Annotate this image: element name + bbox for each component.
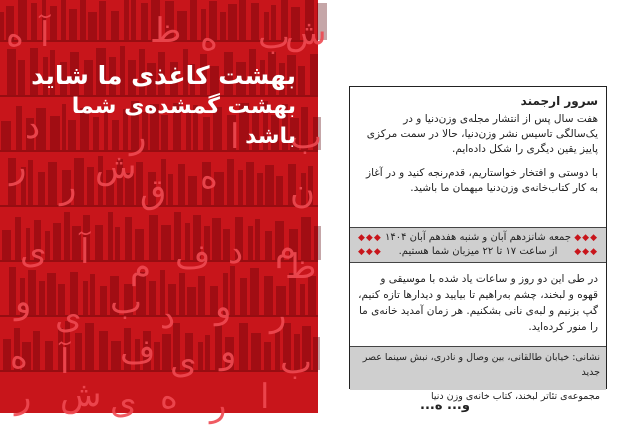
decorative-letter: ه (200, 19, 218, 59)
decorative-letter: د (160, 297, 176, 337)
intro-section (350, 87, 606, 228)
decorative-letter: ب (280, 342, 313, 382)
decorative-letter: ر (15, 377, 32, 417)
decorative-letter: ق (140, 172, 167, 212)
decorative-letter: ر (60, 167, 77, 207)
decorative-letter: ش (285, 13, 327, 53)
decorative-letter: ا (230, 117, 240, 157)
decorative-letter: آ (40, 15, 50, 55)
decorative-letter: ه (6, 15, 24, 55)
decorative-letter: ظ (285, 247, 317, 287)
address-line-1: نشانی: خیابان طالقانی، بین وصال و نادری، نبش سینما عصر جدید (362, 352, 600, 378)
invitation-card (349, 86, 607, 402)
decorative-letter: ر (10, 147, 27, 187)
decorative-letter: ن (290, 172, 315, 212)
decorative-letter: ه (10, 337, 28, 377)
body-section (350, 263, 606, 347)
diamond-icon: ◆◆◆ (358, 233, 382, 243)
decorative-letter: ظ (150, 11, 182, 51)
decorative-letter: م (275, 229, 297, 269)
decorative-letter: ه (160, 377, 178, 417)
decorative-letter: ف (175, 237, 211, 277)
decorative-letter: و (215, 287, 232, 327)
decorative-letter: ش (60, 375, 102, 415)
decorative-letter: ف (120, 332, 156, 372)
decorative-letter: ب (290, 117, 323, 157)
intro-paragraph: هفت سال پس از انتشار مجله‌ی وزن‌دنیا و در یک‌سالگی تاسیس نشر وزن‌دنیا، حالا در سمت مرکزی پاییز یقین دیگری را شکل داده‌ایم. (366, 113, 598, 155)
poster-headline (16, 60, 296, 157)
decorative-letter: م (130, 247, 152, 287)
decorative-letter: آ (80, 232, 90, 272)
decorative-letter: و (220, 332, 237, 372)
decorative-letter: ب (258, 17, 291, 57)
diamond-icon: ◆◆◆ (574, 233, 598, 243)
date-line-2 (358, 245, 598, 259)
decorative-letter: ی (55, 297, 82, 337)
diamond-icon: ◆◆◆ (574, 247, 598, 257)
decorative-letter: د (228, 232, 244, 272)
decorative-letter: ش (95, 147, 137, 187)
decorative-letter: ب (110, 282, 143, 322)
decorative-letter: و (15, 282, 32, 322)
headline-line-2: بهشت گمشده‌ی شما باشد (71, 94, 296, 149)
cropped-bottom-text: و... ه... (420, 398, 470, 413)
date-text-2: از ساعت ۱۷ تا ۲۲ میزبان شما هستیم. (398, 246, 558, 257)
decorative-letter: د (25, 107, 41, 147)
decorative-letter: ر (210, 385, 227, 425)
decorative-letter: ه (200, 157, 218, 197)
date-bar (350, 228, 606, 263)
decorative-letter: ر (130, 117, 147, 157)
decorative-letter: ی (170, 342, 197, 382)
decorative-letter: ی (110, 382, 137, 422)
salutation: سرور ارجمند (520, 94, 598, 108)
decorative-letter: ر (270, 295, 287, 335)
diamond-icon: ◆◆◆ (358, 247, 382, 257)
decorative-letter: آ (60, 342, 70, 382)
decorative-letter: ی (20, 232, 47, 272)
address-section (350, 347, 606, 402)
invite-paragraph: با دوستی و افتخار خواستاریم، قدم‌رنجه کنید و در آغاز به کار کتاب‌خانه‌ی وزن‌دنیا میهمان ما باشید. (366, 167, 598, 194)
address-line-2: مجموعه‌ی تئاتر لبخند، کتاب خانه‌ی وزن دنیا (431, 391, 600, 402)
decorative-letter: ا (260, 377, 270, 417)
date-text-1: جمعه شانزدهم آبان و شنبه هفدهم آبان ۱۴۰۴ (385, 232, 572, 243)
headline-line-1: بهشت کاغذی ما شاید (31, 61, 296, 90)
body-paragraph: در طی این دو روز و ساعات یاد شده با موسیقی و قهوه و لبخند، چشم به‌راهیم تا بیایید و دیدارها تازه کنیم، گپ بزنیم و لبه‌ی نانی بشکنیم. هر زمان آمدید خانه‌ی ما را منور کرده‌اید. (358, 273, 598, 333)
date-line-1 (358, 231, 598, 245)
